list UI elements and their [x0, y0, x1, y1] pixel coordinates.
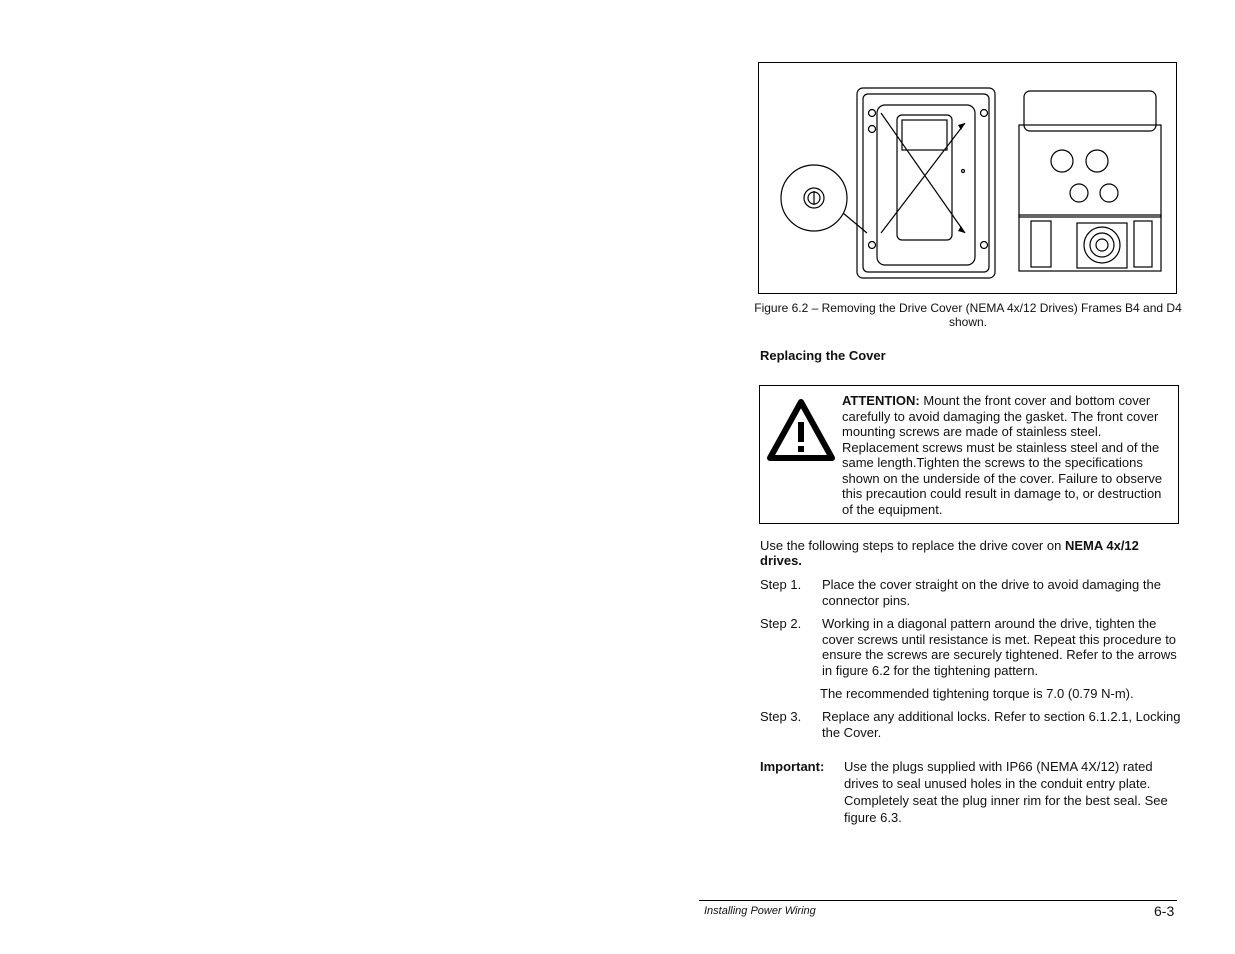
step-2-label: Step 2. [760, 616, 802, 631]
step-1-label: Step 1. [760, 577, 802, 592]
torque-note: The recommended tightening torque is 7.0 (0.79 N-m). [820, 686, 1134, 701]
drive-cover-illustration [759, 63, 1178, 295]
attention-body: Mount the front cover and bottom cover carefully to avoid damaging the gasket. The front cover mounting screws are made of stainless steel. Replacement screws must be stainless steel and of the same length.Tighten the screws to the specifications shown on the underside of the cover. Failure to observe this precaution could result in damage to, or destruction of the equipment. [842, 393, 1163, 517]
figure-caption: Figure 6.2 – Removing the Drive Cover (NEMA 4x/12 Drives) Frames B4 and D4 shown. [754, 301, 1182, 329]
footer-section-title: Installing Power Wiring [704, 905, 816, 917]
page-number: 6-3 [1154, 903, 1175, 919]
intro-text: Use the following steps to replace the drive cover on [760, 538, 1065, 553]
section-heading: Replacing the Cover [760, 348, 886, 363]
attention-box [759, 385, 1179, 524]
footer-divider [699, 900, 1177, 901]
warning-triangle-icon [766, 396, 836, 466]
attention-message [842, 393, 1170, 517]
intro-paragraph [760, 538, 1180, 568]
figure-6-2 [758, 62, 1177, 294]
step-1-text: Place the cover straight on the drive to avoid damaging the connector pins. [822, 577, 1161, 608]
intro-bold: NEMA 4x/12 drives. [760, 538, 1139, 568]
important-text: Use the plugs supplied with IP66 (NEMA 4X/12) rated drives to seal unused holes in the conduit entry plate. Completely seat the plug inner rim for the best seal. See figure 6.3. [844, 759, 1168, 825]
step-3-label: Step 3. [760, 709, 802, 724]
important-label: Important: [760, 759, 825, 774]
attention-label: ATTENTION: [842, 393, 920, 408]
step-2-text: Working in a diagonal pattern around the drive, tighten the cover screws until resistance is met. Repeat this procedure to ensure the screws are securely tightened. Refer to the arrows in figure 6.2 for the tightening pattern. [822, 616, 1177, 678]
step-3-text: Replace any additional locks. Refer to section 6.1.2.1, Locking the Cover. [822, 709, 1181, 740]
